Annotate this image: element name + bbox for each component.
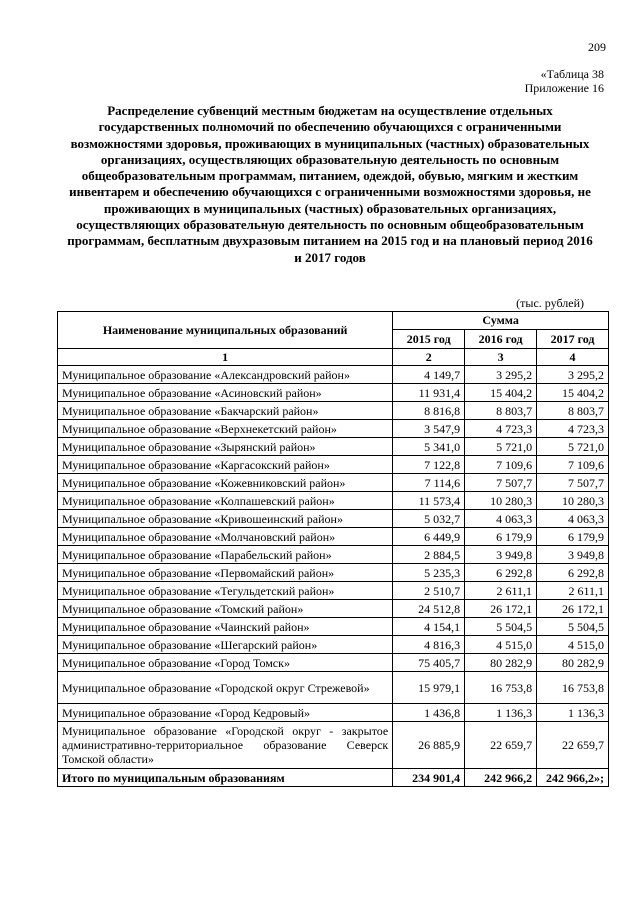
value-2015: 75 405,7 — [393, 654, 465, 672]
value-2017: 4 063,3 — [537, 510, 609, 528]
header-notes — [525, 67, 604, 95]
municipality-name: Муниципальное образование «Зырянский район» — [58, 438, 393, 456]
value-2016: 5 504,5 — [465, 618, 537, 636]
value-2016: 6 292,8 — [465, 564, 537, 582]
table-row — [58, 366, 609, 384]
municipality-name: Муниципальное образование «Шегарский район» — [58, 636, 393, 654]
value-2017: 7 109,6 — [537, 456, 609, 474]
table-row — [58, 420, 609, 438]
value-2016: 4 723,3 — [465, 420, 537, 438]
units-label: (тыс. рублей) — [516, 296, 584, 310]
value-2017: 1 136,3 — [537, 704, 609, 722]
table-row — [58, 722, 609, 769]
value-2016: 3 949,8 — [465, 546, 537, 564]
table-row — [58, 546, 609, 564]
table-reference: «Таблица 38 — [540, 67, 604, 81]
value-2016: 7 507,7 — [465, 474, 537, 492]
municipality-name: Муниципальное образование «Городской округ Стрежевой» — [58, 672, 393, 704]
value-2015: 4 154,1 — [393, 618, 465, 636]
appendix-reference: Приложение 16 — [524, 81, 604, 95]
municipality-name: Муниципальное образование «Город Томск» — [58, 654, 393, 672]
municipality-name: Муниципальное образование «Бакчарский район» — [58, 402, 393, 420]
value-2016: 1 136,3 — [465, 704, 537, 722]
value-2015: 8 816,8 — [393, 402, 465, 420]
column-header-sum: Сумма — [393, 312, 609, 330]
value-2017: 15 404,2 — [537, 384, 609, 402]
municipality-name: Муниципальное образование «Каргасокский район» — [58, 456, 393, 474]
value-2015: 24 512,8 — [393, 600, 465, 618]
municipality-name: Муниципальное образование «Городской округ - закрытое административно-территориальное образование Северск Томской области» — [58, 722, 393, 769]
value-2016: 2 611,1 — [465, 582, 537, 600]
value-2015: 6 449,9 — [393, 528, 465, 546]
value-2017: 7 507,7 — [537, 474, 609, 492]
value-2015: 11 573,4 — [393, 492, 465, 510]
total-2017: 242 966,2»; — [537, 769, 609, 787]
column-header-2017: 2017 год — [537, 329, 609, 348]
value-2017: 6 179,9 — [537, 528, 609, 546]
column-header-2015: 2015 год — [393, 329, 465, 348]
municipality-name: Муниципальное образование «Томский район» — [58, 600, 393, 618]
value-2017: 4 723,3 — [537, 420, 609, 438]
total-row — [58, 769, 609, 787]
value-2016: 15 404,2 — [465, 384, 537, 402]
table-row — [58, 618, 609, 636]
table-row — [58, 600, 609, 618]
value-2016: 10 280,3 — [465, 492, 537, 510]
value-2016: 4 515,0 — [465, 636, 537, 654]
value-2015: 3 547,9 — [393, 420, 465, 438]
municipality-name: Муниципальное образование «Верхнекетский район» — [58, 420, 393, 438]
table-row — [58, 456, 609, 474]
municipality-name: Муниципальное образование «Молчановский район» — [58, 528, 393, 546]
value-2015: 11 931,4 — [393, 384, 465, 402]
value-2017: 26 172,1 — [537, 600, 609, 618]
municipality-name: Муниципальное образование «Асиновский район» — [58, 384, 393, 402]
value-2017: 5 504,5 — [537, 618, 609, 636]
column-number: 2 — [393, 349, 465, 366]
value-2015: 26 885,9 — [393, 722, 465, 769]
value-2017: 6 292,8 — [537, 564, 609, 582]
value-2015: 5 341,0 — [393, 438, 465, 456]
value-2015: 2 884,5 — [393, 546, 465, 564]
value-2016: 3 295,2 — [465, 366, 537, 384]
table-row — [58, 474, 609, 492]
value-2017: 10 280,3 — [537, 492, 609, 510]
value-2017: 5 721,0 — [537, 438, 609, 456]
value-2017: 8 803,7 — [537, 402, 609, 420]
value-2016: 26 172,1 — [465, 600, 537, 618]
column-numbering-row — [58, 349, 609, 366]
total-2015: 234 901,4 — [393, 769, 465, 787]
document-title: Распределение субвенций местным бюджетам на осуществление отдельных государственных полномочий по обеспечению обучающихся с ограниченными возможностями здоровья, проживающих в муниципальных (частных) образовательных организациях, осуществляющих образовательную деятельность по основным общеобразовательным программам, питанием, одеждой, обувью, мягким и жестким инвентарем и обеспечению обучающихся с ограниченными возможностями здоровья, не проживающих в муниципальных (частных) образовательных организациях, осуществляющих образовательную деятельность по основным общеобразовательным программам, бесплатным двухразовым питанием на 2015 год и на плановый период 2016 и 2017 годов — [67, 103, 593, 265]
table-row — [58, 438, 609, 456]
table-row — [58, 384, 609, 402]
value-2015: 1 436,8 — [393, 704, 465, 722]
municipality-name: Муниципальное образование «Парабельский район» — [58, 546, 393, 564]
value-2017: 3 295,2 — [537, 366, 609, 384]
table-row — [58, 492, 609, 510]
municipality-name: Муниципальное образование «Колпашевский район» — [58, 492, 393, 510]
municipality-name: Муниципальное образование «Первомайский район» — [58, 564, 393, 582]
value-2017: 22 659,7 — [537, 722, 609, 769]
value-2016: 4 063,3 — [465, 510, 537, 528]
table-row — [58, 672, 609, 704]
subvention-table — [57, 311, 609, 787]
value-2015: 4 816,3 — [393, 636, 465, 654]
value-2017: 3 949,8 — [537, 546, 609, 564]
table-row — [58, 564, 609, 582]
table-row — [58, 636, 609, 654]
value-2015: 2 510,7 — [393, 582, 465, 600]
table-row — [58, 510, 609, 528]
total-2016: 242 966,2 — [465, 769, 537, 787]
table-row — [58, 402, 609, 420]
table-row — [58, 704, 609, 722]
value-2016: 6 179,9 — [465, 528, 537, 546]
column-number: 3 — [465, 349, 537, 366]
value-2016: 7 109,6 — [465, 456, 537, 474]
value-2015: 5 032,7 — [393, 510, 465, 528]
page-number: 209 — [588, 40, 606, 54]
municipality-name: Муниципальное образование «Кривошеинский район» — [58, 510, 393, 528]
value-2016: 22 659,7 — [465, 722, 537, 769]
municipality-name: Муниципальное образование «Город Кедровый» — [58, 704, 393, 722]
table-body — [58, 366, 609, 769]
municipality-name: Муниципальное образование «Чаинский район» — [58, 618, 393, 636]
value-2017: 16 753,8 — [537, 672, 609, 704]
column-header-name: Наименование муниципальных образований — [58, 312, 393, 349]
value-2016: 80 282,9 — [465, 654, 537, 672]
value-2016: 5 721,0 — [465, 438, 537, 456]
value-2015: 7 114,6 — [393, 474, 465, 492]
value-2015: 7 122,8 — [393, 456, 465, 474]
column-header-2016: 2016 год — [465, 329, 537, 348]
column-number: 4 — [537, 349, 609, 366]
value-2017: 2 611,1 — [537, 582, 609, 600]
table-row — [58, 654, 609, 672]
value-2015: 15 979,1 — [393, 672, 465, 704]
municipality-name: Муниципальное образование «Александровский район» — [58, 366, 393, 384]
value-2015: 5 235,3 — [393, 564, 465, 582]
value-2016: 16 753,8 — [465, 672, 537, 704]
column-number: 1 — [58, 349, 393, 366]
municipality-name: Муниципальное образование «Кожевниковский район» — [58, 474, 393, 492]
value-2015: 4 149,7 — [393, 366, 465, 384]
total-label: Итого по муниципальным образованиям — [58, 769, 393, 787]
value-2017: 80 282,9 — [537, 654, 609, 672]
value-2016: 8 803,7 — [465, 402, 537, 420]
table-row — [58, 528, 609, 546]
table-row — [58, 582, 609, 600]
value-2017: 4 515,0 — [537, 636, 609, 654]
municipality-name: Муниципальное образование «Тегульдетский район» — [58, 582, 393, 600]
